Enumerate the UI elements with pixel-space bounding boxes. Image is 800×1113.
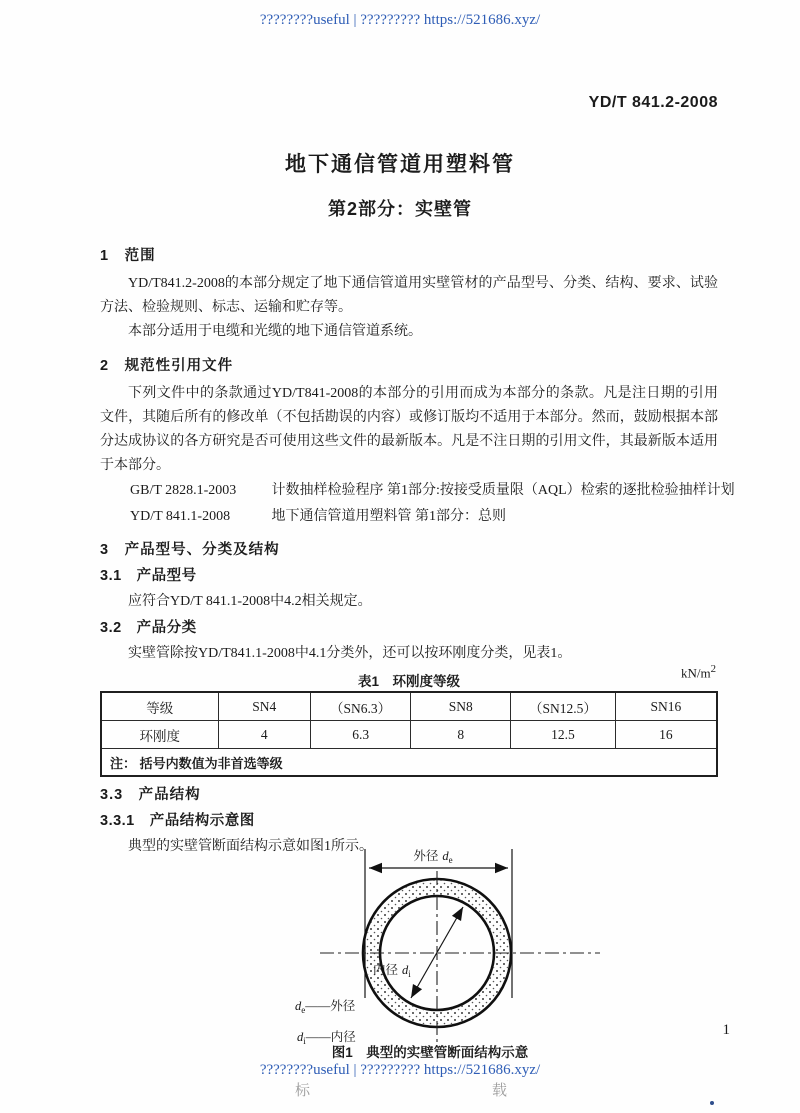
section-1-paragraph-2: 本部分适用于电缆和光缆的地下通信管道系统。 (128, 324, 422, 339)
watermark-char-right: 载 (492, 1083, 508, 1099)
section-3-3-1-paragraph: 典型的实壁管断面结构示意如图1所示。 (128, 839, 373, 854)
ink-dot (710, 1101, 714, 1105)
section-1-heading: 1 范围 (100, 248, 156, 264)
section-1-paragraph-1: YD/T841.2-2008的本部分规定了地下通信管道用实壁管材的产品型号、分类、结构、要求、试验方法、检验规则、标志、运输和贮存等。 (100, 276, 718, 315)
table-header-row (101, 692, 717, 721)
reference-item (100, 478, 735, 504)
standard-number: YD/T 841.2-2008 (588, 94, 718, 111)
figure-caption: 图1 典型的实壁管断面结构示意 (331, 1045, 529, 1060)
document-body (100, 246, 735, 1061)
page-number: 1 (722, 1022, 730, 1038)
table-value-cell: 16 (615, 721, 717, 749)
table-unit: $kN/m^2$ (680, 663, 716, 681)
document-title: 地下通信管道用塑料管 (285, 153, 515, 176)
reference-code: GB/T 2828.1-2003 (130, 483, 237, 498)
reference-title: 地下通信管道用塑料管 第1部分：总则 (271, 509, 506, 524)
table-header-cell: SN8 (411, 692, 511, 721)
reference-item (100, 504, 718, 530)
table-header-cell: SN16 (615, 692, 717, 721)
table-row (101, 721, 717, 749)
table-header-cell: SN4 (218, 692, 310, 721)
table-header-cell: （SN6.3） (310, 692, 410, 721)
ring-stiffness-table (100, 691, 718, 777)
table-note-row (101, 749, 717, 777)
reference-title: 计数抽样检验程序 第1部分:按接受质量限（AQL）检索的逐批检验抽样计划 (271, 483, 735, 498)
table-header-cell: 等级 (101, 692, 218, 721)
outer-diameter-label: 外径 $d_e$ (413, 849, 453, 865)
table-caption: 表1 环刚度等级 (357, 674, 460, 689)
section-3-2-heading: 3.2 产品分类 (100, 620, 197, 636)
figure-legend-inner: $d_i——$内径 (297, 1030, 356, 1046)
reference-code: YD/T 841.1-2008 (130, 509, 231, 524)
section-3-2-paragraph: 实壁管除按YD/T841.1-2008中4.1分类外，还可以按环刚度分类，见表1。 (128, 646, 572, 661)
section-3-1-heading: 3.1 产品型号 (100, 568, 197, 584)
table-row-label: 环刚度 (101, 721, 218, 749)
watermark-char-left: 标 (295, 1083, 311, 1099)
section-3-3-1-heading: 3.3.1 产品结构示意图 (100, 813, 255, 829)
table-caption-row (100, 663, 718, 689)
table-header-cell: （SN12.5） (511, 692, 616, 721)
document-subtitle: 第2部分：实壁管 (327, 199, 472, 219)
table-value-cell: 12.5 (511, 721, 616, 749)
section-3-1-paragraph: 应符合YD/T 841.1-2008中4.2相关规定。 (128, 594, 372, 609)
section-2-paragraph-1: 下列文件中的条款通过YD/T841-2008的本部分的引用而成为本部分的条款。凡是注日期的引用文件，其随后所有的修改单（不包括勘误的内容）或修订版均不适用于本部分。然而，鼓励根据本部分达成协议的各方研究是否可使用这些文件的最新版本。凡是不注日期的引用文件，其最新版本适用于本部分。 (100, 386, 718, 473)
table-note: 注： 括号内数值为非首选等级 (101, 749, 717, 777)
inner-diameter-label: 内径 $d_i$ (373, 963, 411, 979)
figure-legend-outer: $d_e——$外径 (295, 999, 356, 1015)
section-2-heading: 2 规范性引用文件 (100, 358, 234, 374)
table-value-cell: 8 (411, 721, 511, 749)
section-3-heading: 3 产品型号、分类及结构 (100, 542, 280, 558)
figure-pipe-cross-section (285, 843, 615, 1049)
section-3-3-heading: 3.3 产品结构 (100, 787, 201, 803)
table-value-cell: 4 (218, 721, 310, 749)
header-source-link[interactable]: ????????useful | ????????? https://521686.xyz/ (259, 12, 541, 28)
footer-source-link[interactable]: ????????useful | ????????? https://521686.xyz/ (259, 1062, 541, 1078)
table-value-cell: 6.3 (310, 721, 410, 749)
